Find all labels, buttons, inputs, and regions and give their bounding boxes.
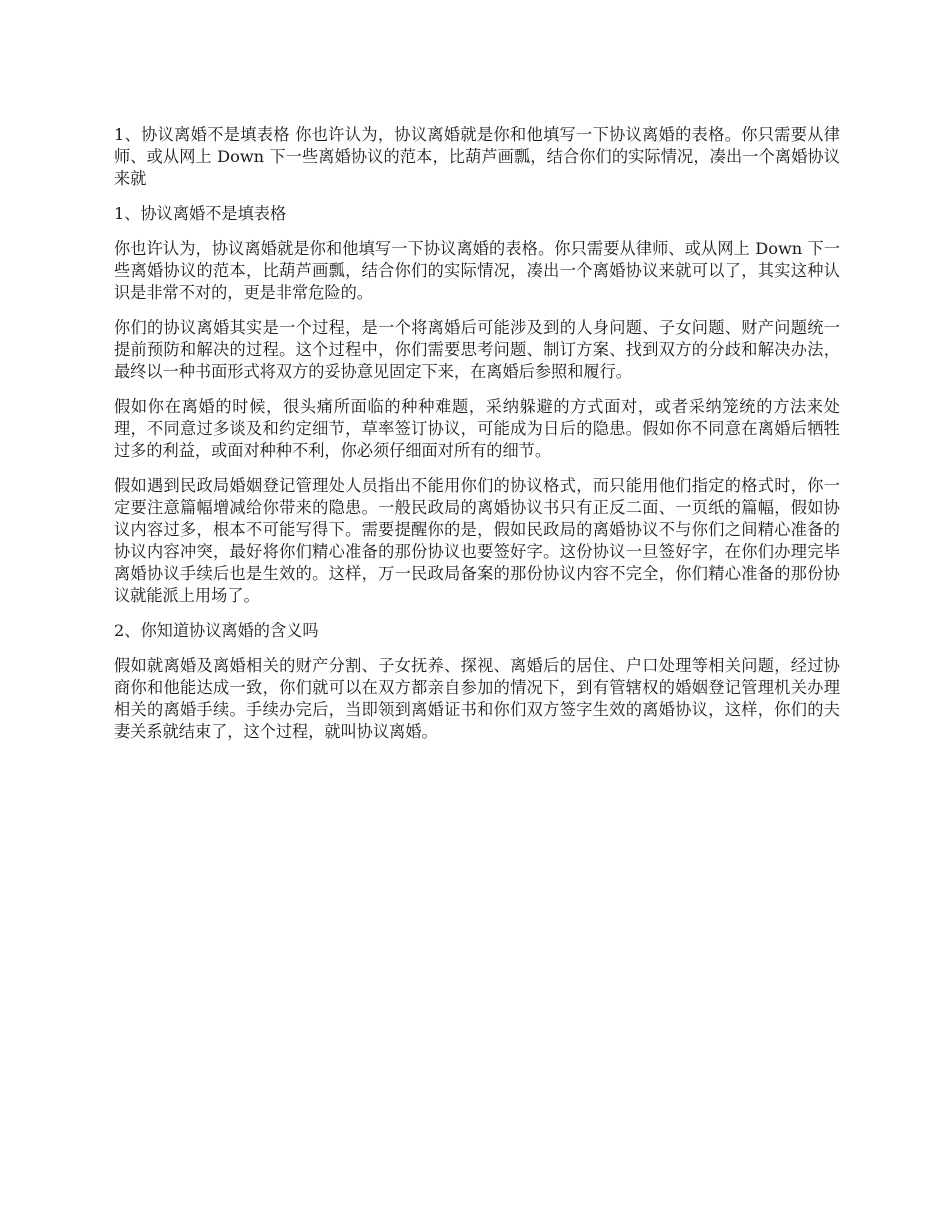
- body-paragraph: 假如就离婚及离婚相关的财产分割、子女抚养、探视、离婚后的居住、户口处理等相关问题，经过协商你和他能达成一致，你们就可以在双方都亲自参加的情况下，到有管辖权的婚姻登记管理机关办理相关的离婚手续。手续办完后，当即领到离婚证书和你们双方签字生效的离婚协议，这样，你们的夫妻关系就结束了，这个过程，就叫协议离婚。: [114, 656, 840, 741]
- body-paragraph: 你也许认为，协议离婚就是你和他填写一下协议离婚的表格。你只需要从律师、或从网上 Down 下一些离婚协议的范本，比葫芦画瓢，结合你们的实际情况，凑出一个离婚协议来就可以了，其实这种认识是非常不对的，更是非常危险的。: [114, 239, 840, 302]
- body-paragraph: 假如遇到民政局婚姻登记管理处人员指出不能用你们的协议格式，而只能用他们指定的格式时，你一定要注意篇幅增减给你带来的隐患。一般民政局的离婚协议书只有正反二面、一页纸的篇幅，假如协议内容过多，根本不可能写得下。需要提醒你的是，假如民政局的离婚协议不与你们之间精心准备的协议内容冲突，最好将你们精心准备的那份协议也要签好字。这份协议一旦签好字，在你们办理完毕离婚协议手续后也是生效的。这样，万一民政局备案的那份协议内容不完全，你们精心准备的那份协议就能派上用场了。: [114, 476, 840, 605]
- section-heading-2: 2、你知道协议离婚的含义吗: [114, 621, 319, 640]
- document-body: [114, 124, 840, 756]
- section-heading-1: 1、协议离婚不是填表格: [114, 204, 287, 223]
- intro-paragraph: 1、协议离婚不是填表格 你也许认为，协议离婚就是你和他填写一下协议离婚的表格。你只需要从律师、或从网上 Down 下一些离婚协议的范本，比葫芦画瓢，结合你们的实际情况，凑出一个离婚协议来就: [114, 125, 840, 188]
- body-paragraph: 你们的协议离婚其实是一个过程，是一个将离婚后可能涉及到的人身问题、子女问题、财产问题统一提前预防和解决的过程。这个过程中，你们需要思考问题、制订方案、找到双方的分歧和解决办法，最终以一种书面形式将双方的妥协意见固定下来，在离婚后参照和履行。: [114, 318, 840, 381]
- body-paragraph: 假如你在离婚的时候，很头痛所面临的种种难题，采纳躲避的方式面对，或者采纳笼统的方法来处理，不同意过多谈及和约定细节，草率签订协议，可能成为日后的隐患。假如你不同意在离婚后牺牲过多的利益，或面对种种不利，你必须仔细面对所有的细节。: [114, 397, 840, 460]
